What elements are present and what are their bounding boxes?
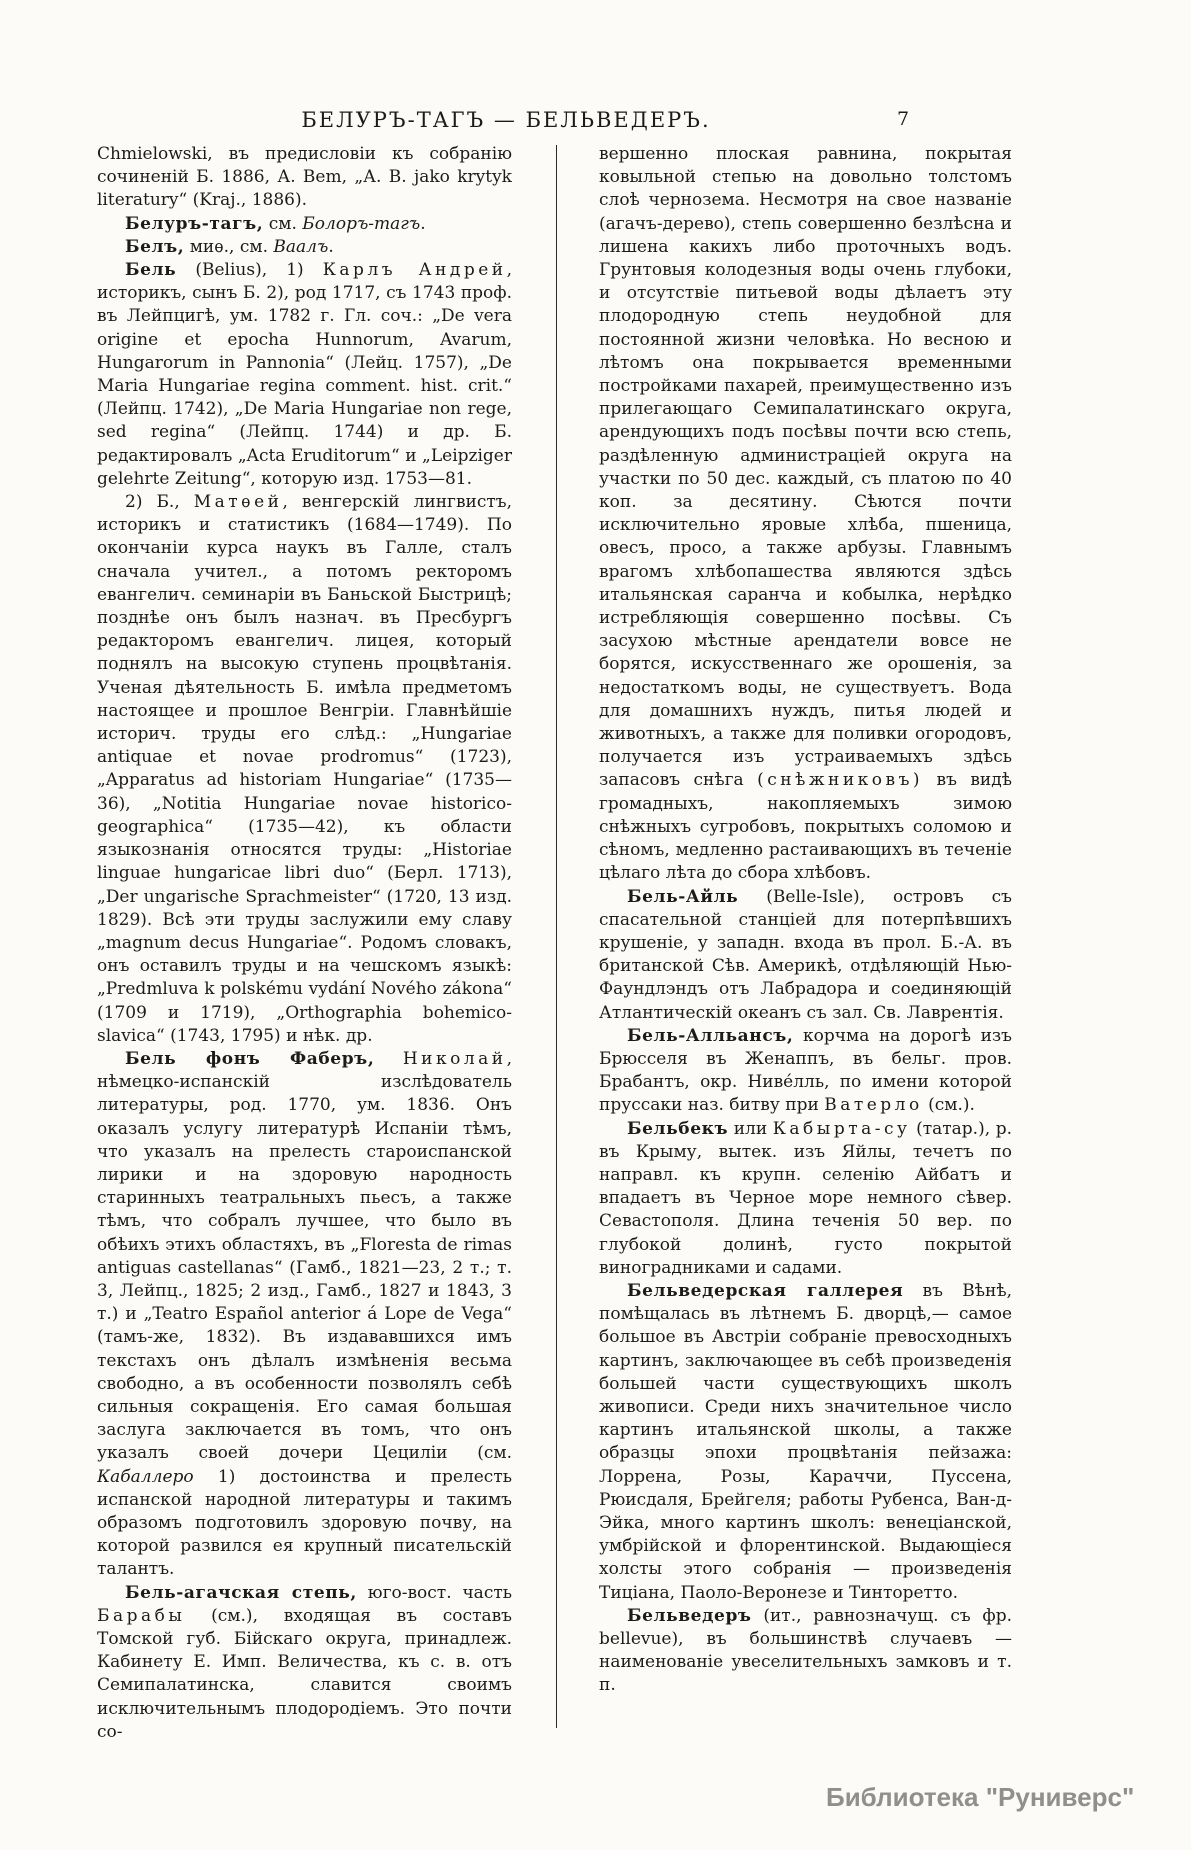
text-run: Кабаллеро	[97, 1466, 194, 1487]
entry-paragraph	[97, 1048, 512, 1582]
column-divider	[556, 145, 557, 1728]
text-run: 2) Б.,	[125, 492, 194, 513]
text-run: миѳ., см.	[184, 236, 274, 257]
text-run: Николай	[402, 1048, 507, 1069]
text-run	[374, 1049, 402, 1069]
text-run: , нѣмецко-испанскій изслѣдователь литературы, род. 1770, ум. 1836. Онъ оказалъ услугу литературѣ Испаніи тѣмъ, что указалъ на прелесть староиспанской лирики и на здоровую народность старинныхъ театральныхъ пьесъ, а также тѣмъ, что собралъ лучшее, что было въ обѣихъ этихъ областяхъ, въ „Floresta de rimas antiguas castellanas“ (Гамб., 1821—23, 2 т.; т. 3, Лейпц., 1825; 2 изд., Гамб., 1827 и 1843, 3 т.) и „Teatro Español anterior á Lope de Vega“ (тамъ-же, 1832). Въ издававшихся имъ текстахъ онъ дѣлалъ измѣненія весьма свободно, а въ особенности позволялъ себѣ сильныя сокращенія. Его самая большая заслуга заключается въ томъ, что онъ указалъ своей дочери Цециліи (см.	[97, 1048, 512, 1464]
entry-paragraph	[97, 491, 512, 1048]
text-run: Барабы	[97, 1605, 186, 1626]
text-run: , венгерскій лингвистъ, историкъ и статистикъ (1684—1749). По окончаніи курса наукъ въ Галле, сталъ сначала учител., а потомъ ректоромъ евангелич. семинаріи въ Баньской Быстрицѣ; позднѣе онъ былъ назнач. въ Пресбургъ редакторомъ евангелич. лицея, который поднялъ на высокую ступень процвѣтанія. Ученая дѣятельность Б. имѣла предметомъ настоящее и прошлое Венгріи. Главнѣйшіе историч. труды его слѣд.: „Hungariae antiquae et novae prodromus“ (1723), „Apparatus ad historiam Hungariae“ (1735—36), „Notitia Hungariae novae historico-geographica“ (1735—42), къ области языкознанія относятся труды: „Historiae linguae hungaricae libri duo“ (Берл. 1713), „Der ungarische Sprachmeister“ (1720, 13 изд. 1829). Всѣ эти труды заслужили ему славу „magnum decus Hungariae“. Родомъ словакъ, онъ оставилъ труды и на чешскомъ языкѣ: „Predmluva k polskému vydání Nového zákona“ (1709 и 1719), „Orthographia bohemico-slavica“ (1743, 1795) и нѣк. др.	[97, 492, 512, 1046]
text-run: Кабырта-су	[772, 1118, 911, 1139]
text-run: Бельведеръ	[627, 1605, 752, 1626]
text-run: Бель-агачская степь,	[125, 1582, 357, 1603]
text-run: или	[728, 1118, 773, 1139]
text-run: Бель	[125, 260, 177, 281]
right-column	[599, 143, 1012, 1743]
text-run: (Belius), 1)	[176, 260, 323, 281]
entry-paragraph	[97, 236, 512, 259]
text-run: въ видѣ громадныхъ, накопляемыхъ зимою снѣжныхъ сугробовъ, покрытыхъ соломою и сѣномъ, медленно растаивающихъ въ теченіе цѣлаго лѣта до сбора хлѣбовъ.	[599, 770, 1012, 884]
text-run: Ватерло	[824, 1095, 923, 1116]
text-run: Бельведерская галлерея	[627, 1280, 904, 1301]
text-run: (см.).	[922, 1095, 975, 1116]
text-run: Белъ,	[125, 236, 185, 257]
text-run: Карлъ Андрей	[322, 260, 507, 281]
text-run: Бель-Айль	[627, 886, 739, 907]
text-run: (татар.), р. въ Крыму, вытек. изъ Яйлы, течетъ по направл. къ крупн. селенію Айбатъ и впадаетъ въ Черное море немного сѣвер. Севастополя. Длина теченія 50 вер. по глубокой долинѣ, густо покрытой виноградниками и садами.	[599, 1118, 1012, 1278]
text-run: Белуръ-тагъ,	[125, 213, 264, 234]
entry-paragraph	[97, 143, 512, 213]
entry-paragraph	[599, 143, 1012, 886]
text-run: (снѣжниковъ)	[757, 770, 924, 791]
text-run: юго-вост. часть	[356, 1582, 512, 1603]
text-run: Бель-Алльансъ,	[627, 1025, 794, 1046]
text-run: корчма на дорогѣ изъ Брюсселя въ Женаппъ, въ бельг. пров. Брабантъ, окр. Ниве́лль, по имени которой пруссаки наз. битву при	[599, 1025, 1012, 1116]
text-run: вершенно плоская равнина, покрытая ковыльной степью на довольно толстомъ слоѣ чернозема. Несмотря на свое названіе (агачъ-дерево), степь совершенно безлѣсна и лишена какихъ либо проточныхъ водъ. Грунтовыя колодезныя воды очень глубоки, и отсутствіе питьевой воды дѣлаетъ эту плодородную степь неудобной для постоянной жизни человѣка. Но весною и лѣтомъ она покрывается временными постройками пахарей, преимущественно изъ прилегающаго Семипалатинскаго округа, арендующихъ подъ посѣвы почти всю степь, раздѣленную администраціей округа на участки по 50 дес. каждый, съ платою по 40 коп. за десятину. Сѣются почти исключительно яровые хлѣба, пшеница, овесъ, просо, а также арбузы. Главнымъ врагомъ хлѣбопашества являются здѣсь итальянская саранча и кобылка, нерѣдко истребляющія совершенно посѣвы. Съ засухою мѣстные арендатели вовсе не борятся, искусственнаго же орошенія, за недостаткомъ воды, не существуетъ. Вода для домашнихъ нуждъ, питья людей и животныхъ, а также для поливки огородовъ, получается изъ устраиваемыхъ здѣсь запасовъ снѣга	[599, 144, 1012, 791]
watermark: Библиотека "Руниверс"	[826, 1782, 1135, 1812]
entry-paragraph	[599, 1280, 1012, 1605]
running-head: БЕЛУРЪ-ТАГЪ — БЕЛЬВЕДЕРЪ.	[301, 108, 711, 132]
text-run: .	[420, 213, 426, 234]
text-run: Chmielowski, въ предисловіи къ собранію сочиненій Б. 1886, А. Bem, „А. B. jako krytyk literatury“ (Kraj., 1886).	[97, 144, 512, 211]
entry-paragraph	[599, 1605, 1012, 1698]
left-column	[97, 143, 512, 1743]
text-run: Болоръ-тагъ	[302, 213, 421, 234]
entry-paragraph	[599, 886, 1012, 1025]
text-run: (см.), входящая въ составъ Томской губ. Бійскаго округа, принадлеж. Кабинету Е. Имп. Величества, къ с. в. отъ Семипалатинска, славится своимъ исключительнымъ плодородіемъ. Это почти со-	[97, 1605, 512, 1742]
text-run: въ Вѣнѣ, помѣщалась въ лѣтнемъ Б. дворцѣ,— самое большое въ Австріи собраніе превосходныхъ картинъ, заключающее въ себѣ произведенія большей части существующихъ школъ живописи. Среди нихъ значительное число картинъ итальянской школы, а также образцы эпохи процвѣтанія пейзажа: Лоррена, Розы, Караччи, Пуссена, Рюисдаля, Брейгеля; работы Рубенса, Ван-д-Эйка, много картинъ школъ: венеціанской, умбрійской и флорентинской. Выдающіеся холсты этого собранія — произведенія Тиціана, Паоло-Веронезе и Тинторетто.	[599, 1280, 1012, 1603]
text-run: Матѳей	[193, 492, 283, 513]
entry-paragraph	[599, 1118, 1012, 1280]
text-run: Бельбекъ	[627, 1118, 729, 1139]
text-run: , историкъ, сынъ Б. 2), род 1717, съ 1743 проф. въ Лейпцигѣ, ум. 1782 г. Гл. соч.: „De vera origine et epocha Hunnorum, Avarum, Hungarorum in Pannonia“ (Лейц. 1757), „De Maria Hungariae regina comment. hist. crit.“ (Лейпц. 1742), „De Maria Hungariae non rege, sed regina“ (Лейпц. 1744) и др. Б. редактировалъ „Acta Eruditorum“ и „Leipziger gelehrte Zeitung“, которую изд. 1753—81.	[97, 260, 512, 489]
entry-paragraph	[599, 1025, 1012, 1118]
entry-paragraph	[97, 213, 512, 236]
text-run: 1) достоинства и прелесть испанской народной литературы и такимъ образомъ подготовилъ здоровую почву, на которой развился ея крупный писательскій талантъ.	[97, 1466, 512, 1580]
text-run: см.	[263, 213, 303, 234]
text-run: (Belle-Isle), островъ съ спасательной станціей для потерпѣвшихъ крушеніе, у западн. входа въ прол. Б.-А. въ британской Сѣв. Америкѣ, отдѣляющій Нью-Фаундлэндъ отъ Лабрадора и соединяющій Атлантическій океанъ съ зал. Св. Лаврентія.	[599, 886, 1012, 1023]
text-run: Бель фонъ Фаберъ,	[125, 1048, 375, 1069]
page-number: 7	[897, 108, 910, 130]
entry-paragraph	[97, 259, 512, 491]
entry-paragraph	[97, 1582, 512, 1743]
text-run: .	[328, 236, 334, 257]
text-run: (ит., равнозначущ. съ фр. bellevue), въ большинствѣ случаевъ — наименованіе увеселительныхъ замковъ и т. п.	[599, 1605, 1012, 1696]
text-run: Ваалъ	[273, 236, 329, 257]
